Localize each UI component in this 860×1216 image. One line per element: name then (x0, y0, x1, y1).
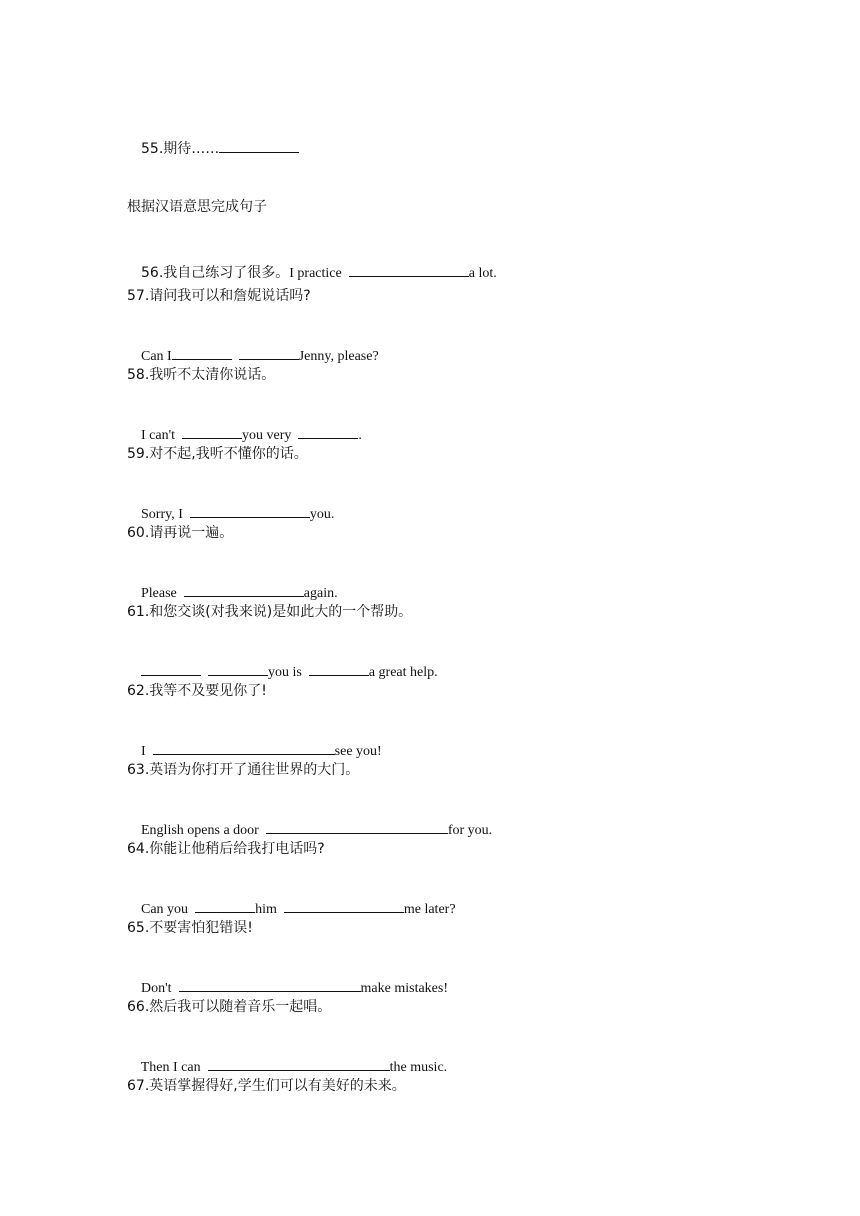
question-63-english-a: English opens a door (141, 823, 263, 838)
question-64-english-a: Can you (141, 902, 192, 917)
question-57-english-a: Can I (141, 349, 172, 364)
answer-blank[interactable] (219, 138, 299, 153)
question-56-english-b: a lot. (468, 266, 497, 281)
question-66-english-b: the music. (389, 1060, 448, 1075)
question-62-english-b: see you! (334, 744, 382, 759)
question-55-prompt: 55.期待…… (141, 141, 220, 157)
question-58-english-b: you very (242, 428, 295, 443)
question-62-chinese: 62.我等不及要见你了! (127, 683, 267, 699)
question-59-english-b: you. (309, 507, 335, 522)
question-60-english-a: Please (141, 586, 181, 601)
question-63-chinese: 63.英语为你打开了通往世界的大门。 (127, 762, 360, 778)
answer-blank[interactable] (182, 424, 242, 439)
answer-blank[interactable] (208, 661, 268, 676)
question-61-english-a: you is (268, 665, 306, 680)
question-61-english-b: a great help. (368, 665, 438, 680)
question-64-english-c: me later? (403, 902, 456, 917)
question-65-english-a: Don't (141, 981, 176, 996)
answer-blank[interactable] (284, 898, 404, 913)
question-57-chinese: 57.请问我可以和詹妮说话吗? (127, 288, 311, 304)
question-66-chinese: 66.然后我可以随着音乐一起唱。 (127, 999, 332, 1015)
question-56-chinese: 56.我自己练习了很多。 (141, 265, 290, 281)
question-64-english-b: him (255, 902, 281, 917)
question-58-english-c: . (358, 428, 362, 443)
question-60-chinese: 60.请再说一遍。 (127, 525, 234, 541)
question-58-english-a: I can't (141, 428, 179, 443)
answer-blank[interactable] (298, 424, 358, 439)
question-59-english-a: Sorry, I (141, 507, 187, 522)
question-60-english-b: again. (303, 586, 338, 601)
answer-blank[interactable] (239, 345, 299, 360)
question-56-english-a: I practice (289, 266, 346, 281)
answer-blank[interactable] (153, 740, 335, 755)
question-65-chinese: 65.不要害怕犯错误! (127, 920, 253, 936)
question-62-english-a: I (141, 744, 150, 759)
question-67-chinese: 67.英语掌握得好,学生们可以有美好的未来。 (127, 1078, 406, 1094)
answer-blank[interactable] (195, 898, 255, 913)
answer-blank[interactable] (184, 582, 304, 597)
answer-blank[interactable] (208, 1056, 390, 1071)
answer-blank[interactable] (172, 345, 232, 360)
question-63-english-b: for you. (447, 823, 493, 838)
answer-blank[interactable] (266, 819, 448, 834)
answer-blank[interactable] (190, 503, 310, 518)
section-title: 根据汉语意思完成句子 (127, 199, 267, 215)
question-58-chinese: 58.我听不太清你说话。 (127, 367, 276, 383)
question-55 (127, 118, 299, 180)
question-64-chinese: 64.你能让他稍后给我打电话吗? (127, 841, 325, 857)
question-61-chinese: 61.和您交谈(对我来说)是如此大的一个帮助。 (127, 604, 413, 620)
answer-blank[interactable] (309, 661, 369, 676)
question-59-chinese: 59.对不起,我听不懂你的话。 (127, 446, 308, 462)
question-65-english-b: make mistakes! (360, 981, 449, 996)
answer-blank[interactable] (141, 661, 201, 676)
question-57-english-b: Jenny, please? (298, 349, 379, 364)
answer-blank[interactable] (179, 977, 361, 992)
answer-blank[interactable] (349, 262, 469, 277)
question-66-english-a: Then I can (140, 1060, 205, 1075)
